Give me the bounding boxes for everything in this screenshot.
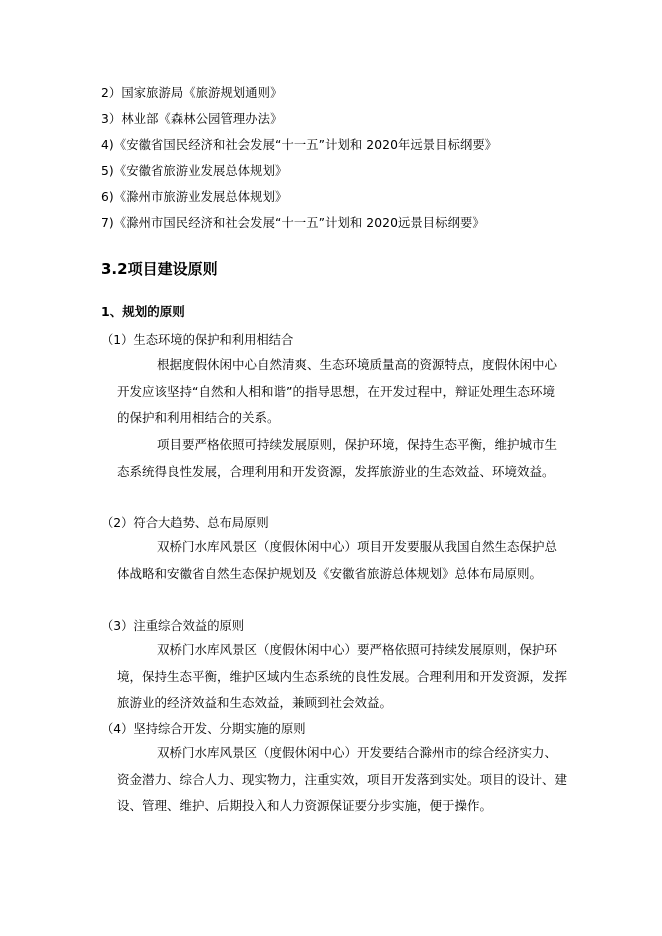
- subsection-heading: 1、规划的原则: [101, 304, 185, 319]
- reference-item: 3）林业部《森林公园管理办法》: [101, 112, 283, 126]
- principle-heading: （3）注重综合效益的原则: [101, 619, 245, 633]
- reference-item: 6)《滁州市旅游业发展总体规划》: [101, 190, 288, 204]
- principle-paragraph: 双桥门水库风景区（度假休闲中心）开发要结合滁州市的综合经济实力、资金潜力、综合人力、现实物力，注重实效，项目开发落到实处。项目的设计、建设、管理、维护、后期投入和人力资源保证要分步实施，便于操作。: [117, 745, 568, 813]
- principle-paragraph: 双桥门水库风景区（度假休闲中心）项目开发要服从我国自然生态保护总体战略和安徽省自然生态保护规划及《安徽省旅游总体规划》总体布局原则。: [117, 539, 558, 581]
- principle-paragraph: 项目要严格依照可持续发展原则，保护环境，保持生态平衡，维护城市生态系统得良性发展，合理利用和开发资源，发挥旅游业的生态效益、环境效益。: [117, 437, 558, 479]
- reference-item: 2）国家旅游局《旅游规划通则》: [101, 86, 283, 100]
- reference-item: 5)《安徽省旅游业发展总体规划》: [101, 164, 288, 178]
- principle-heading: （2）符合大趋势、总布局原则: [101, 516, 269, 530]
- principle-paragraph: 根据度假休闲中心自然清爽、生态环境质量高的资源特点，度假休闲中心开发应该坚持“自然和人相和谐”的指导思想，在开发过程中，辩证处理生态环境的保护和利用相结合的关系。: [117, 357, 558, 425]
- section-heading: 3.2项目建设原则: [101, 260, 218, 278]
- reference-item: 7)《滁州市国民经济和社会发展“十一五”计划和 2020远景目标纲要》: [101, 216, 485, 230]
- principle-heading: （1）生态环境的保护和利用相结合: [101, 333, 294, 347]
- principle-paragraph: 双桥门水库风景区（度假休闲中心）要严格依照可持续发展原则，保护环境，保持生态平衡，维护区域内生态系统的良性发展。合理利用和开发资源，发挥旅游业的经济效益和生态效益，兼顾到社会效益。: [117, 642, 568, 710]
- principle-heading: （4）坚持综合开发、分期实施的原则: [101, 722, 306, 736]
- reference-item: 4)《安徽省国民经济和社会发展“十一五”计划和 2020年远景目标纲要》: [101, 138, 498, 152]
